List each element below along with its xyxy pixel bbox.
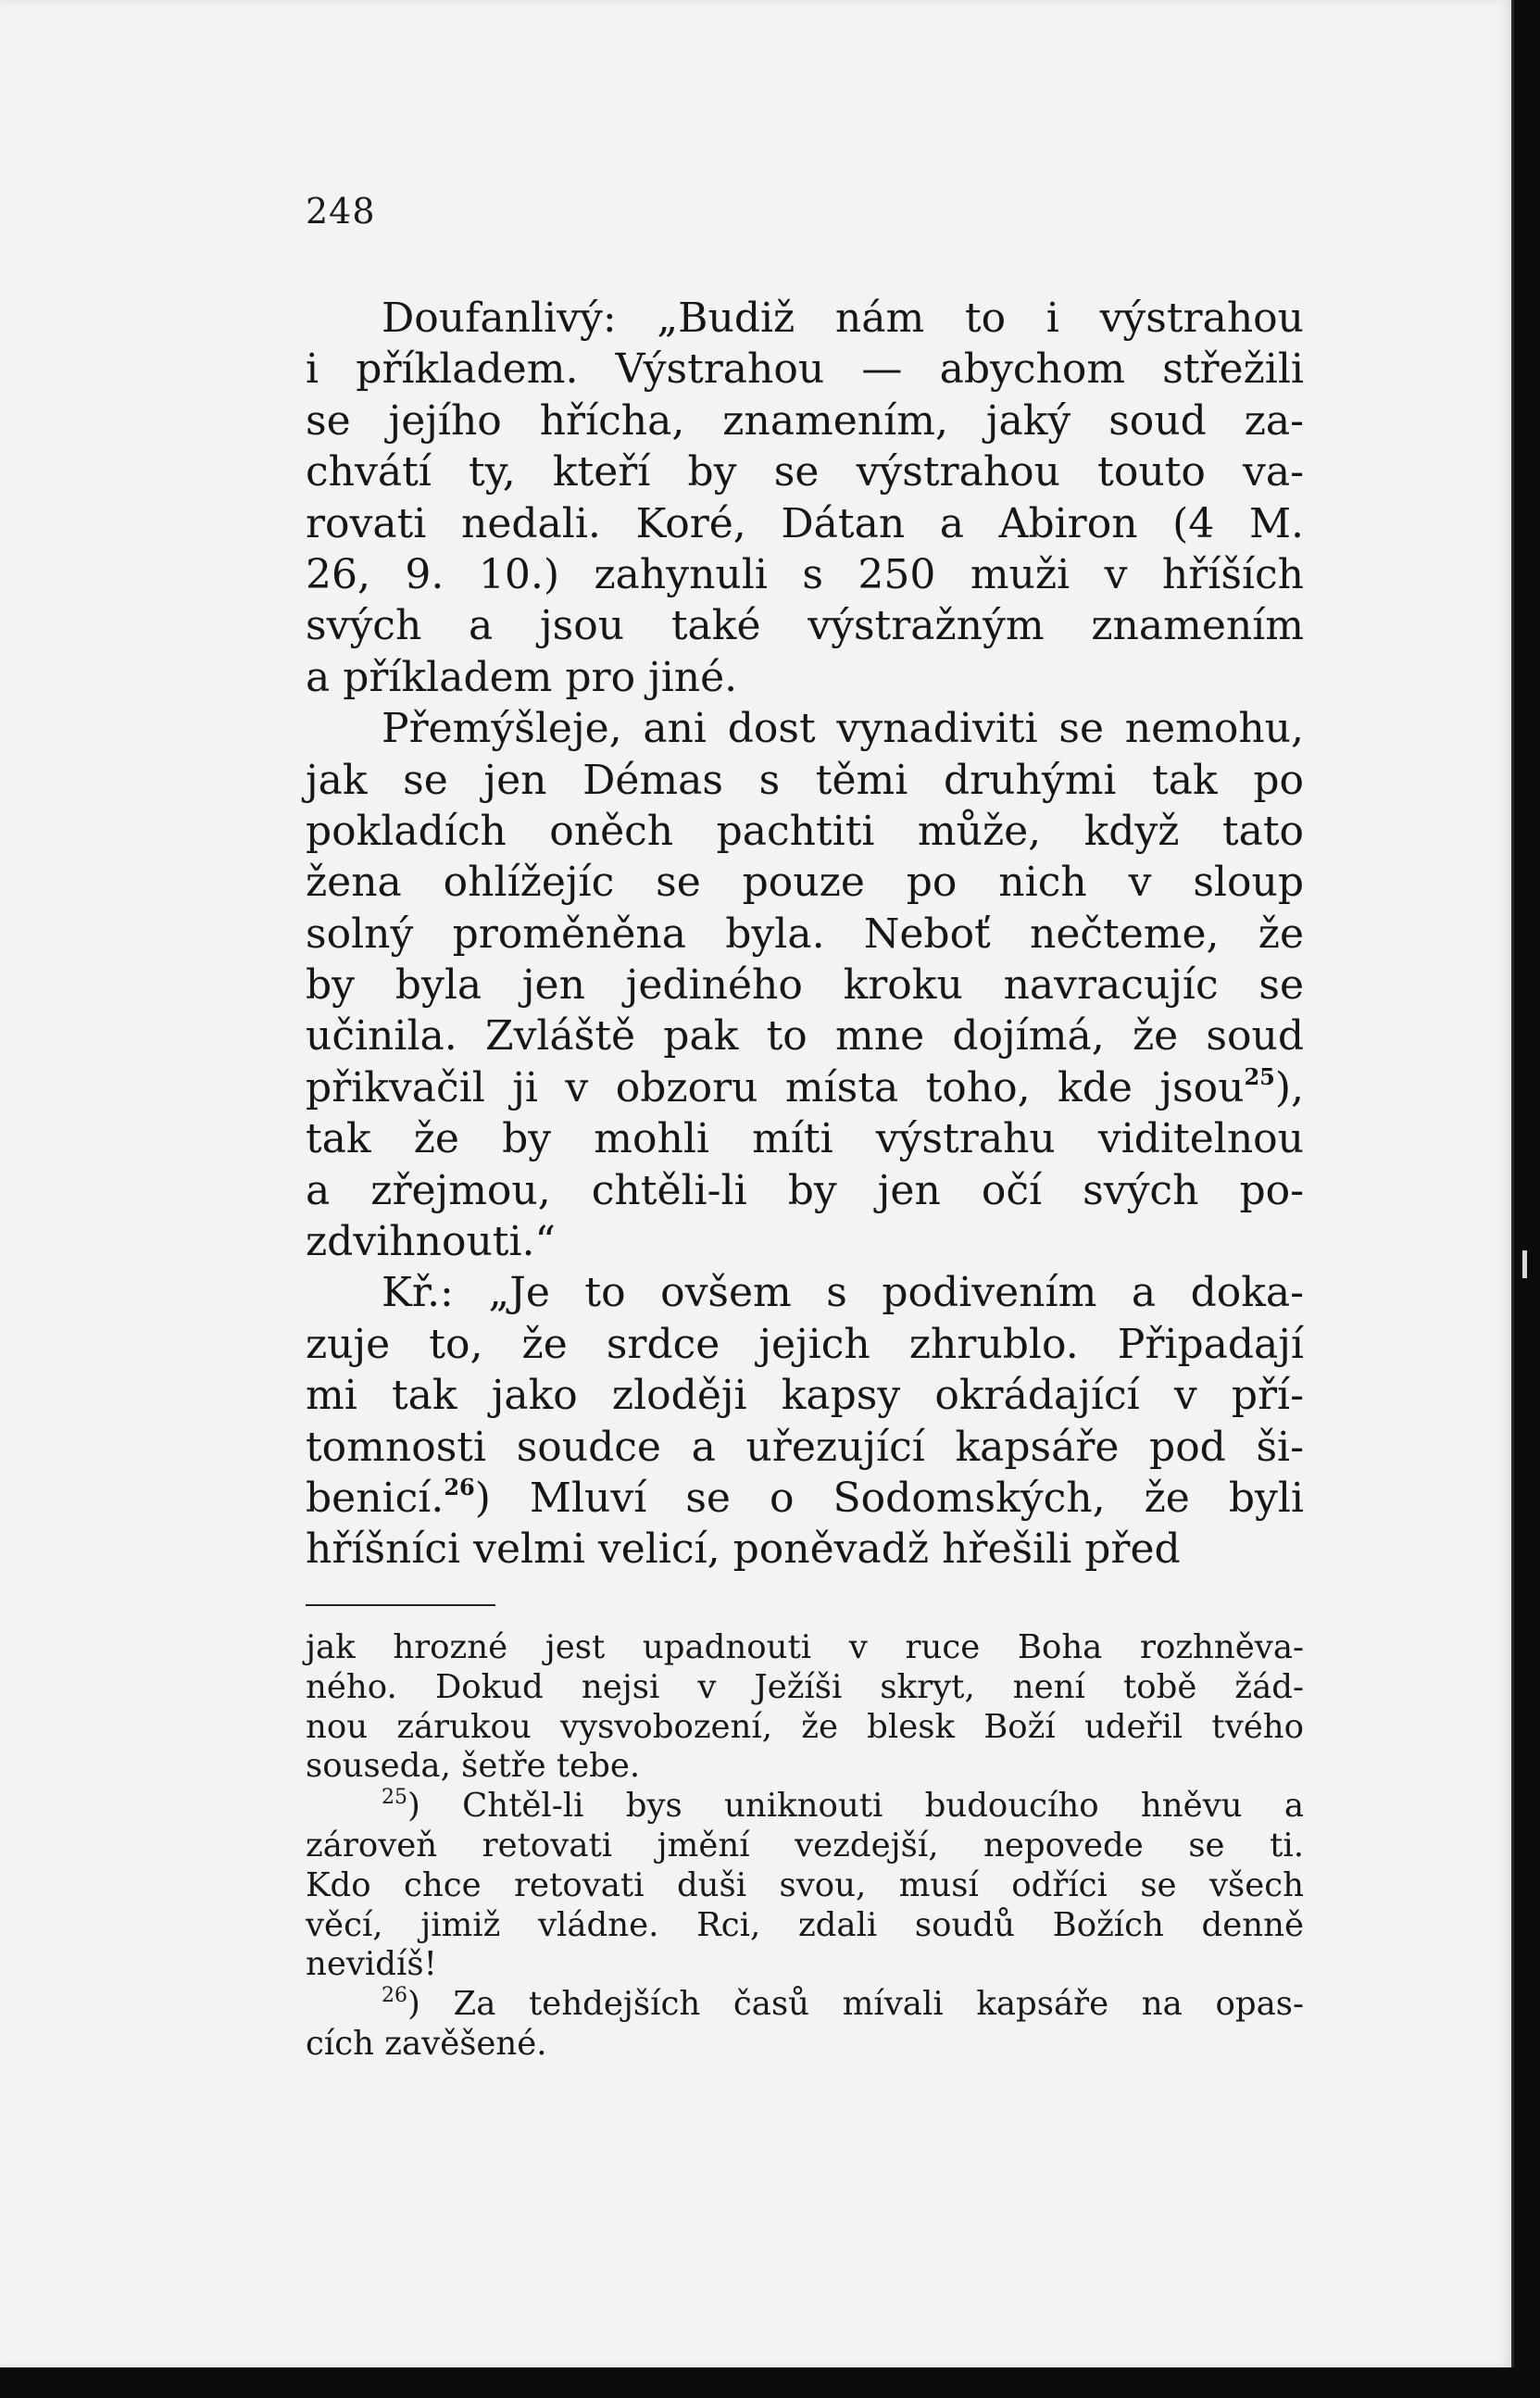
text-line — [306, 498, 1304, 549]
text-line — [306, 1473, 1304, 1524]
text-line — [306, 703, 1304, 754]
text-line — [306, 549, 1304, 600]
footnote-line — [306, 1787, 1304, 1827]
footnote-line — [306, 1866, 1304, 1906]
text-line — [306, 344, 1304, 395]
text-line-content: jak se jen Démas s těmi druhými tak po — [306, 756, 1304, 804]
footnote-separator — [306, 1604, 495, 1606]
page-edge-mark — [1522, 1250, 1527, 1278]
text-line-content: chvátí ty, kteří by se výstrahou touto va- — [306, 448, 1304, 496]
page-number: 248 — [306, 191, 376, 232]
text-line-content: zdvihnouti.“ — [306, 1218, 557, 1266]
text-line — [306, 1267, 1304, 1318]
text-line-content: tomnosti soudce a uřezující kapsáře pod ši- — [306, 1423, 1304, 1471]
text-line-content: i příkladem. Výstrahou — abychom střežili — [306, 345, 1304, 394]
footnote-line — [306, 1628, 1304, 1668]
footnote-reference: 26 — [444, 1473, 475, 1500]
footnote-line — [306, 1906, 1304, 1946]
footnote-line-content: nou zárukou vysvobození, že blesk Boží udeřil tvého — [306, 1707, 1304, 1746]
text-line-content: Přemýšleje, ani dost vynadiviti se nemohu, — [382, 705, 1304, 753]
footnote-line — [306, 1985, 1304, 2025]
footnote-reference: 25 — [1244, 1062, 1275, 1090]
text-line-content: zuje to, že srdce jejich zhrublo. Připadají — [306, 1320, 1304, 1368]
text-line — [306, 446, 1304, 497]
text-line-content: žena ohlížejíc se pouze po nich v sloup — [306, 859, 1304, 907]
footnote-line-content: ) Chtěl-li bys uniknouti budoucího hněvu a — [407, 1787, 1304, 1826]
text-line — [306, 1216, 1304, 1267]
footnote-line-content: jak hrozné jest upadnouti v ruce Boha rozhněva- — [306, 1628, 1304, 1666]
footnote-number: 26 — [382, 1984, 407, 2008]
text-line — [306, 1011, 1304, 1061]
text-line-content: benicí. — [306, 1474, 444, 1522]
text-line-content: Kř.: „Je to ovšem s podivením a doka- — [382, 1269, 1304, 1317]
footnote-number: 25 — [382, 1786, 407, 1810]
text-line — [306, 1422, 1304, 1473]
body-text — [306, 293, 1304, 1576]
text-line-content: hříšníci velmi velicí, poněvadž hřešili před — [306, 1525, 1181, 1574]
footnote-line-content: nevidíš! — [306, 1945, 437, 1984]
footnote-line — [306, 1708, 1304, 1748]
text-line-content: rovati nedali. Koré, Dátan a Abiron (4 M. — [306, 499, 1304, 547]
footnote-line — [306, 1668, 1304, 1708]
text-line — [306, 806, 1304, 857]
footnote-line-content: zároveň retovati jmění vezdejší, nepovede se ti. — [306, 1826, 1304, 1864]
text-line — [306, 600, 1304, 651]
text-line-content: učinila. Zvláště pak to mne dojímá, že soud — [306, 1012, 1304, 1061]
footnote-line — [306, 1827, 1304, 1866]
text-line-continuation: ) Mluví se o Sodomských, že byli — [474, 1474, 1304, 1522]
text-line — [306, 1370, 1304, 1421]
text-line — [306, 1062, 1304, 1113]
footnote-line-content: ného. Dokud nejsi v Ježíši skryt, není tobě žád- — [306, 1667, 1304, 1706]
text-line — [306, 1165, 1304, 1216]
footnote-line-content: ) Za tehdejších časů mívali kapsáře na opas- — [407, 1985, 1304, 2024]
text-line-content: tak že by mohli míti výstrahu viditelnou — [306, 1115, 1304, 1163]
text-line — [306, 857, 1304, 908]
text-line-content: přikvačil ji v obzoru místa toho, kde jsou — [306, 1063, 1245, 1111]
text-line-content: pokladích oněch pachtiti může, když tato — [306, 807, 1304, 855]
text-line-content: mi tak jako zloději kapsy okrádající v pří- — [306, 1372, 1304, 1420]
text-line — [306, 395, 1304, 446]
footnote-line-content: Kdo chce retovati duši svou, musí odříci se všech — [306, 1865, 1304, 1904]
text-line — [306, 1113, 1304, 1164]
text-line-content: solný proměněna byla. Neboť nečteme, že — [306, 910, 1304, 958]
footnote-line — [306, 1747, 1304, 1787]
text-line — [306, 909, 1304, 960]
text-line-continuation: ), — [1274, 1063, 1304, 1111]
footnote-line-content: souseda, šetře tebe. — [306, 1747, 641, 1786]
footnotes — [306, 1628, 1304, 2065]
text-line-content: a zřejmou, chtěli-li by jen očí svých po- — [306, 1166, 1304, 1214]
text-line — [306, 652, 1304, 703]
text-line — [306, 1524, 1304, 1575]
text-line — [306, 293, 1304, 344]
text-line-content: svých a jsou také výstražným znamením — [306, 602, 1304, 650]
text-line-content: by byla jen jediného kroku navracujíc se — [306, 961, 1304, 1010]
footnote-line-content: cích zavěšené. — [306, 2024, 547, 2063]
text-line-content: se jejího hřícha, znamením, jaký soud za- — [306, 396, 1304, 445]
footnote-line-content: věcí, jimiž vládne. Rci, zdali soudů Božích denně — [306, 1905, 1304, 1944]
footnote-line — [306, 2025, 1304, 2065]
text-line-content: 26, 9. 10.) zahynuli s 250 muži v hříších — [306, 550, 1304, 598]
text-line — [306, 755, 1304, 806]
text-line — [306, 960, 1304, 1011]
text-line — [306, 1319, 1304, 1370]
footnote-line — [306, 1945, 1304, 1985]
text-line-content: a příkladem pro jiné. — [306, 653, 738, 701]
text-line-content: Doufanlivý: „Budiž nám to i výstrahou — [382, 295, 1304, 342]
